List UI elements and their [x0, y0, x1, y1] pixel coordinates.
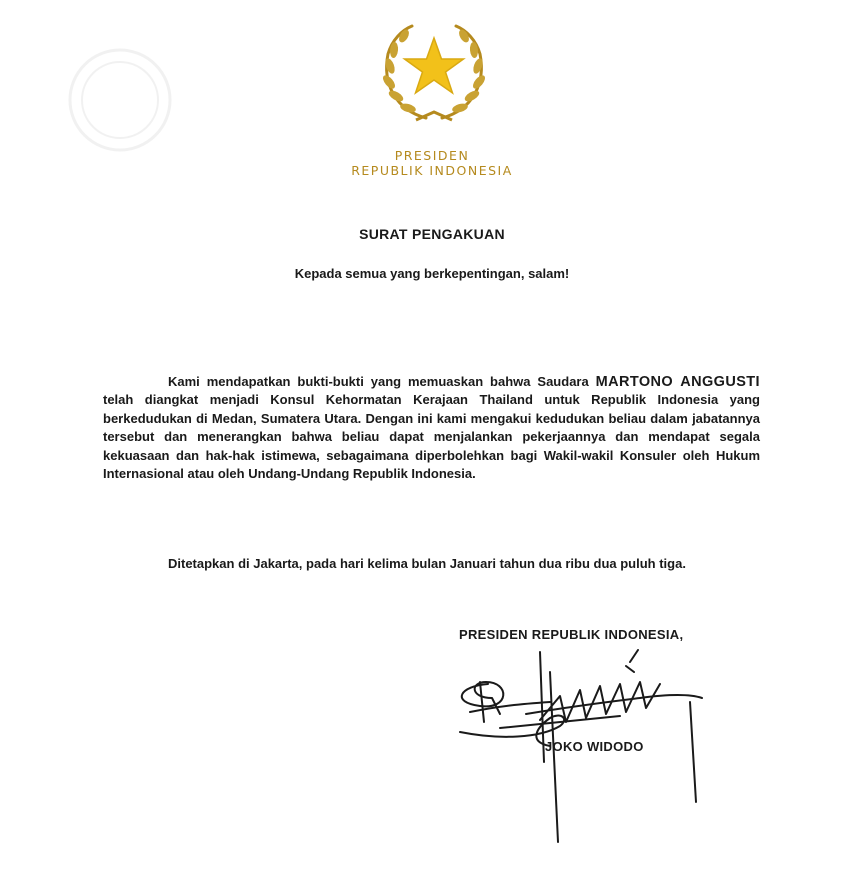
signatory-name: JOKO WIDODO — [545, 739, 644, 754]
header-presiden: PRESIDEN — [394, 148, 470, 163]
presidential-emblem-icon — [376, 18, 492, 126]
document-title: SURAT PENGAKUAN — [359, 226, 505, 242]
faint-stamp-icon — [60, 40, 180, 160]
consul-name: MARTONO ANGGUSTI — [595, 374, 760, 390]
header-republik-indonesia: REPUBLIK INDONESIA — [351, 163, 513, 178]
para1-lead: Kami mendapatkan bukti-bukti yang memuaskan bahwa Saudara — [168, 374, 596, 389]
body-paragraph-1 — [103, 373, 760, 483]
greeting: Kepada semua yang berkepentingan, salam! — [294, 266, 570, 281]
para1-rest: telah diangkat menjadi Konsul Kehormatan Kerajaan Thailand untuk Republik Indonesia yang berkedudukan di Medan, Sumatera Utara. Dengan ini kami mengakui kedudukan beliau dalam jabatannya tersebut dan menerangkan bahwa beliau dapat menjalankan pekerjaannya dan mendapat segala kekuasaan dan hak-hak istimewa, sebagaimana diperbolehkan bagi Wakil-wakil Konsuler oleh Hukum Internasional atau oleh Undang-Undang Republik Indonesia. — [103, 392, 760, 482]
signatory-title: PRESIDEN REPUBLIK INDONESIA, — [459, 627, 684, 642]
body-paragraph-2: Ditetapkan di Jakarta, pada hari kelima bulan Januari tahun dua ribu dua puluh tiga. — [168, 556, 686, 571]
